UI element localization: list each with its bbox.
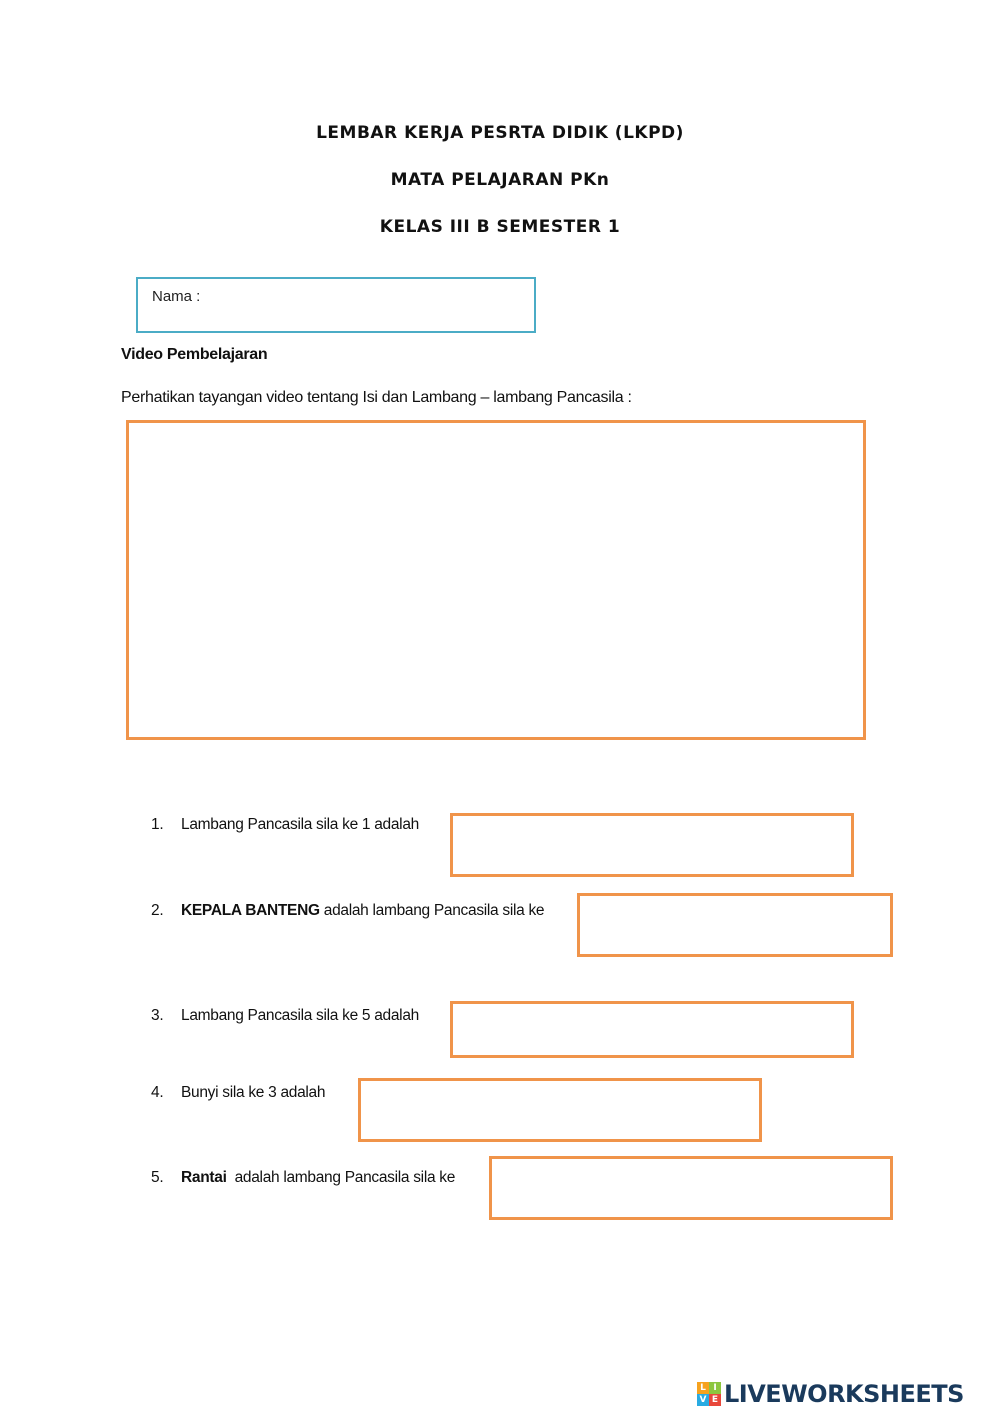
section-label: Video Pembelajaran bbox=[121, 346, 268, 363]
question-keyword: Rantai bbox=[181, 1169, 227, 1186]
question-keyword: KEPALA BANTENG bbox=[181, 902, 320, 919]
answer-input-5[interactable] bbox=[489, 1156, 893, 1220]
answer-input-2[interactable] bbox=[577, 893, 893, 957]
question-rest: adalah lambang Pancasila sila ke bbox=[226, 1169, 456, 1186]
answer-input-1[interactable] bbox=[450, 813, 854, 877]
subject-title: MATA PELAJARAN PKn bbox=[390, 170, 610, 190]
name-label: Nama : bbox=[152, 288, 201, 305]
logo-letter: E bbox=[709, 1394, 721, 1406]
question-number: 2. bbox=[151, 902, 164, 919]
question-text bbox=[181, 1169, 455, 1187]
logo-letter: I bbox=[709, 1382, 721, 1394]
video-player[interactable] bbox=[126, 420, 866, 740]
name-input[interactable] bbox=[136, 277, 536, 333]
question-text: Bunyi sila ke 3 adalah bbox=[181, 1084, 326, 1101]
logo-letter: V bbox=[697, 1394, 709, 1406]
logo-letter: L bbox=[697, 1382, 709, 1394]
instruction-text: Perhatikan tayangan video tentang Isi dan Lambang – lambang Pancasila : bbox=[121, 389, 632, 406]
worksheet-title: LEMBAR KERJA PESRTA DIDIK (LKPD) bbox=[316, 123, 684, 143]
brand-name: LIVEWORKSHEETS bbox=[724, 1380, 964, 1408]
logo-mark-icon bbox=[697, 1382, 721, 1406]
question-rest: adalah lambang Pancasila sila ke bbox=[319, 902, 545, 919]
question-number: 4. bbox=[151, 1084, 164, 1101]
class-title: KELAS III B SEMESTER 1 bbox=[379, 217, 621, 237]
liveworksheets-logo bbox=[697, 1380, 964, 1408]
answer-input-3[interactable] bbox=[450, 1001, 854, 1058]
question-text bbox=[181, 902, 544, 920]
question-number: 1. bbox=[151, 816, 164, 833]
question-number: 3. bbox=[151, 1007, 164, 1024]
answer-input-4[interactable] bbox=[358, 1078, 762, 1142]
question-number: 5. bbox=[151, 1169, 164, 1186]
question-text: Lambang Pancasila sila ke 1 adalah bbox=[181, 816, 419, 833]
question-text: Lambang Pancasila sila ke 5 adalah bbox=[181, 1007, 419, 1024]
